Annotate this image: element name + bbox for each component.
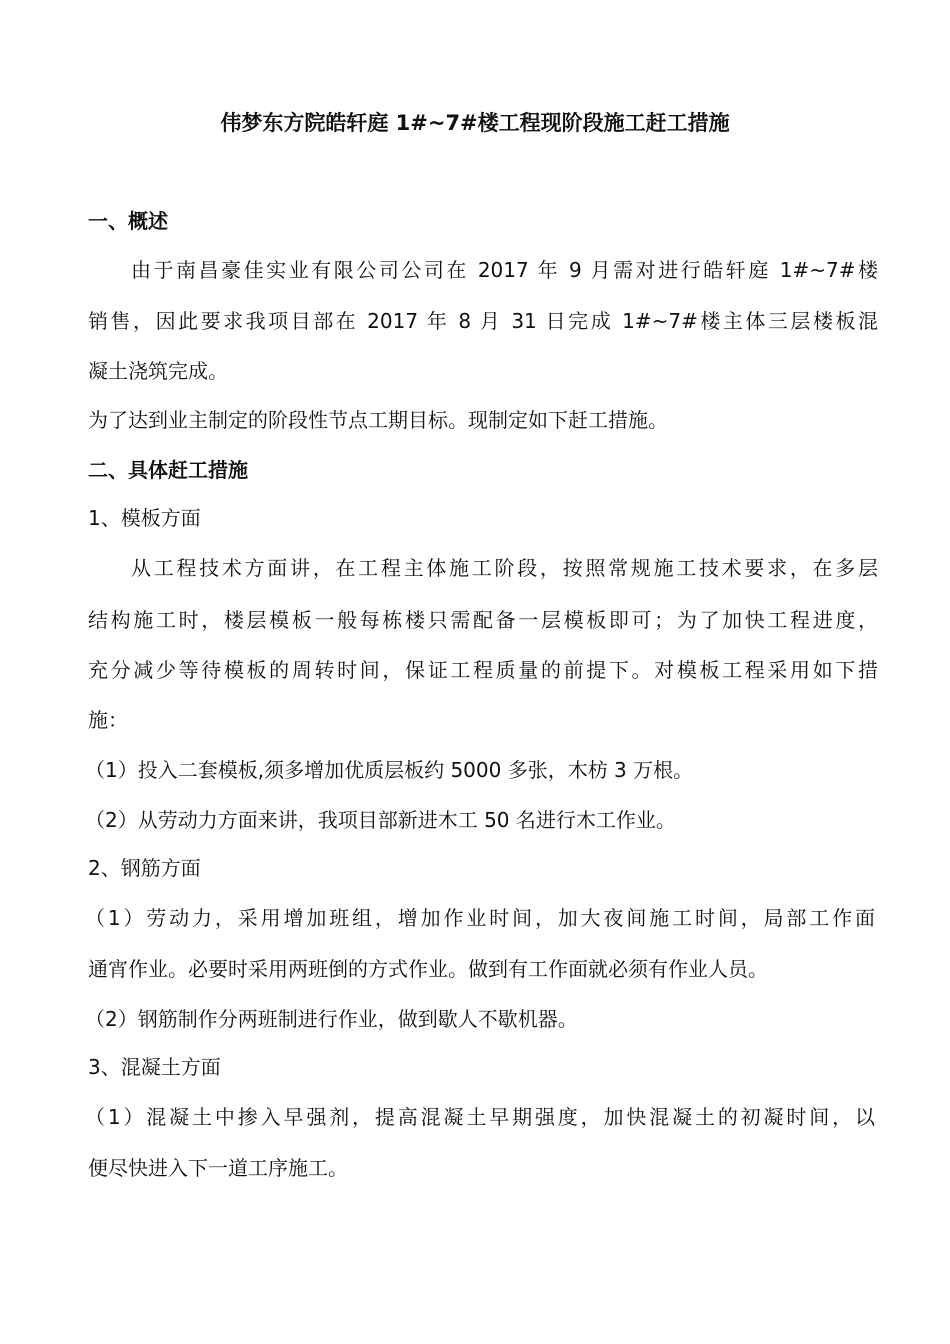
formwork-para-line-4: 施： <box>88 708 128 732</box>
overview-para-line-3: 凝土浇筑完成。 <box>88 359 228 383</box>
overview-para-line-1: 由于南昌豪佳实业有限公司公司在 2017 年 9 月需对进行皓轩庭 1#~7#楼 <box>131 258 878 282</box>
rebar-item-2: （2）钢筋制作分两班制进行作业，做到歇人不歇机器。 <box>85 1007 578 1031</box>
formwork-para-line-1: 从工程技术方面讲，在工程主体施工阶段，按照常规施工技术要求，在多层 <box>131 556 878 580</box>
overview-para-line-2: 销售，因此要求我项目部在 2017 年 8 月 31 日完成 1#~7#楼主体三层楼板混 <box>88 309 878 333</box>
formwork-para-line-3: 充分减少等待模板的周转时间，保证工程质量的前提下。对模板工程采用如下措 <box>88 658 878 682</box>
subheading-concrete: 3、混凝土方面 <box>88 1055 221 1079</box>
concrete-item-1-line-1: （1）混凝土中掺入早强剂，提高混凝土早期强度，加快混凝土的初凝时间，以 <box>85 1105 875 1129</box>
formwork-item-1: （1）投入二套模板,须多增加优质层板约 5000 多张，木枋 3 万根。 <box>85 758 694 782</box>
overview-para-2: 为了达到业主制定的阶段性节点工期目标。现制定如下赶工措施。 <box>88 408 668 432</box>
subheading-formwork: 1、模板方面 <box>88 506 201 530</box>
formwork-para-line-2: 结构施工时，楼层模板一般每栋楼只需配备一层模板即可；为了加快工程进度， <box>88 608 878 632</box>
section-heading-overview: 一、概述 <box>88 209 168 233</box>
subheading-rebar: 2、钢筋方面 <box>88 856 201 880</box>
document-title: 伟梦东方院皓轩庭 1#~7#楼工程现阶段施工赶工措施 <box>220 111 730 135</box>
formwork-item-2: （2）从劳动力方面来讲，我项目部新进木工 50 名进行木工作业。 <box>85 808 676 832</box>
concrete-item-1-line-2: 便尽快进入下一道工序施工。 <box>88 1156 348 1180</box>
rebar-item-1-line-1: （1）劳动力，采用增加班组，增加作业时间，加大夜间施工时间，局部工作面 <box>85 906 875 930</box>
rebar-item-1-line-2: 通宵作业。必要时采用两班倒的方式作业。做到有工作面就必须有作业人员。 <box>88 957 768 981</box>
section-heading-measures: 二、具体赶工措施 <box>88 458 248 482</box>
